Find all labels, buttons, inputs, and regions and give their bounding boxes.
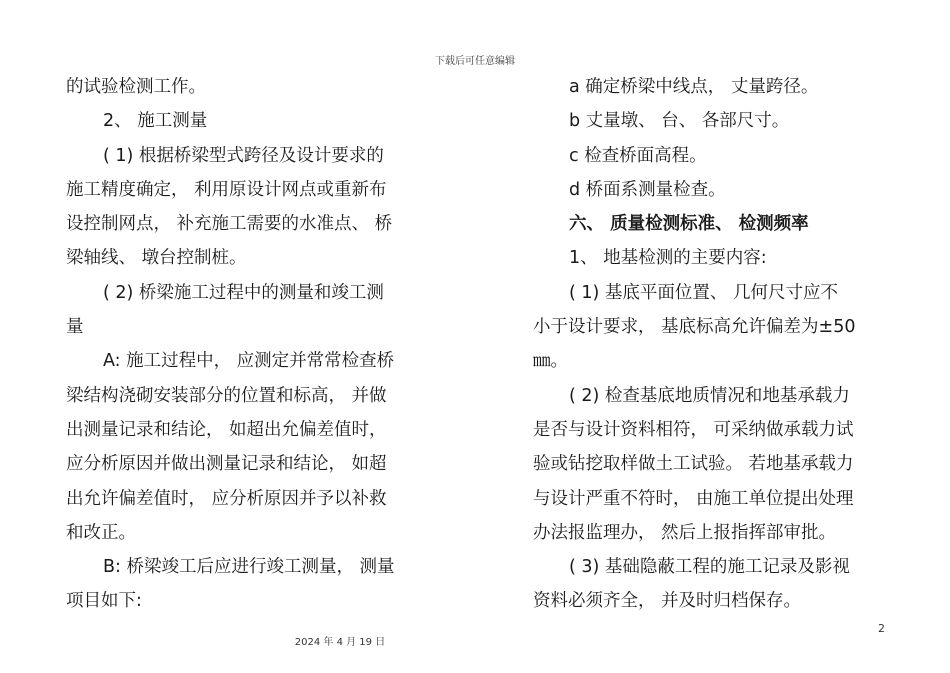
- text-line: B: 桥梁竣工后应进行竣工测量， 测量: [103, 557, 395, 578]
- text-line: ( 2) 检查基底地质情况和地基承载力: [569, 385, 850, 406]
- text-line: 是否与设计资料相符， 可采纳做承载力试: [533, 419, 854, 440]
- text-line: ㎜。: [533, 351, 568, 372]
- page-header: 下载后可任意编辑: [435, 56, 515, 67]
- text-line: 施工精度确定， 利用原设计网点或重新布: [66, 179, 387, 200]
- text-line: A: 施工过程中， 应测定并常常检查桥: [103, 351, 395, 372]
- text-line: 出测量记录和结论， 如超出允偏差值时，: [66, 419, 387, 440]
- text-line: ( 3) 基础隐蔽工程的施工记录及影视: [569, 557, 850, 578]
- text-line: ( 2) 桥梁施工过程中的测量和竣工测: [103, 282, 384, 303]
- text-line: 梁轴线、 墩台控制桩。: [66, 248, 247, 269]
- text-line: 应分析原因并做出测量记录和结论， 如超: [66, 454, 387, 475]
- text-line: 资料必须齐全， 并及时归档保存。: [533, 591, 802, 612]
- text-line: 出允许偏差值时， 应分析原因并予以补救: [66, 488, 387, 509]
- text-line: ( 1) 基底平面位置、 几何尺寸应不: [569, 282, 838, 303]
- text-line: 的试验检测工作。: [66, 77, 206, 97]
- text-line: 办法报监理办， 然后上报指挥部审批。: [533, 522, 837, 543]
- text-line: 与设计严重不符时， 由施工单位提出处理: [533, 488, 854, 509]
- text-line: 和改正。: [66, 522, 136, 543]
- left-column: [66, 70, 426, 619]
- text-line: 六、 质量检测标准、 检测频率: [569, 214, 809, 235]
- right-column: [533, 70, 893, 619]
- text-line: c 检查桥面高程。: [569, 145, 707, 166]
- text-line: ( 1) 根据桥梁型式跨径及设计要求的: [103, 145, 384, 166]
- text-line: 1、 地基检测的主要内容:: [569, 248, 767, 269]
- text-line: a 确定桥梁中线点， 丈量跨径。: [569, 77, 819, 97]
- text-line: 设控制网点， 补充施工需要的水准点、 桥: [66, 214, 393, 235]
- text-line: 2、 施工测量: [103, 111, 208, 132]
- text-line: d 桥面系测量检查。: [569, 179, 726, 200]
- text-line: 梁结构浇砌安装部分的位置和标高， 并做: [66, 385, 387, 406]
- text-line: 验或钻挖取样做土工试验。 若地基承载力: [533, 454, 854, 475]
- page-number: 2: [878, 622, 885, 635]
- text-line: 量: [66, 317, 84, 338]
- text-line: b 丈量墩、 台、 各部尺寸。: [569, 111, 790, 132]
- text-line: 项目如下:: [66, 591, 142, 612]
- footer-date: 2024 年 4 月 19 日: [294, 637, 386, 648]
- text-line: 小于设计要求， 基底标高允许偏差为±50: [533, 317, 856, 338]
